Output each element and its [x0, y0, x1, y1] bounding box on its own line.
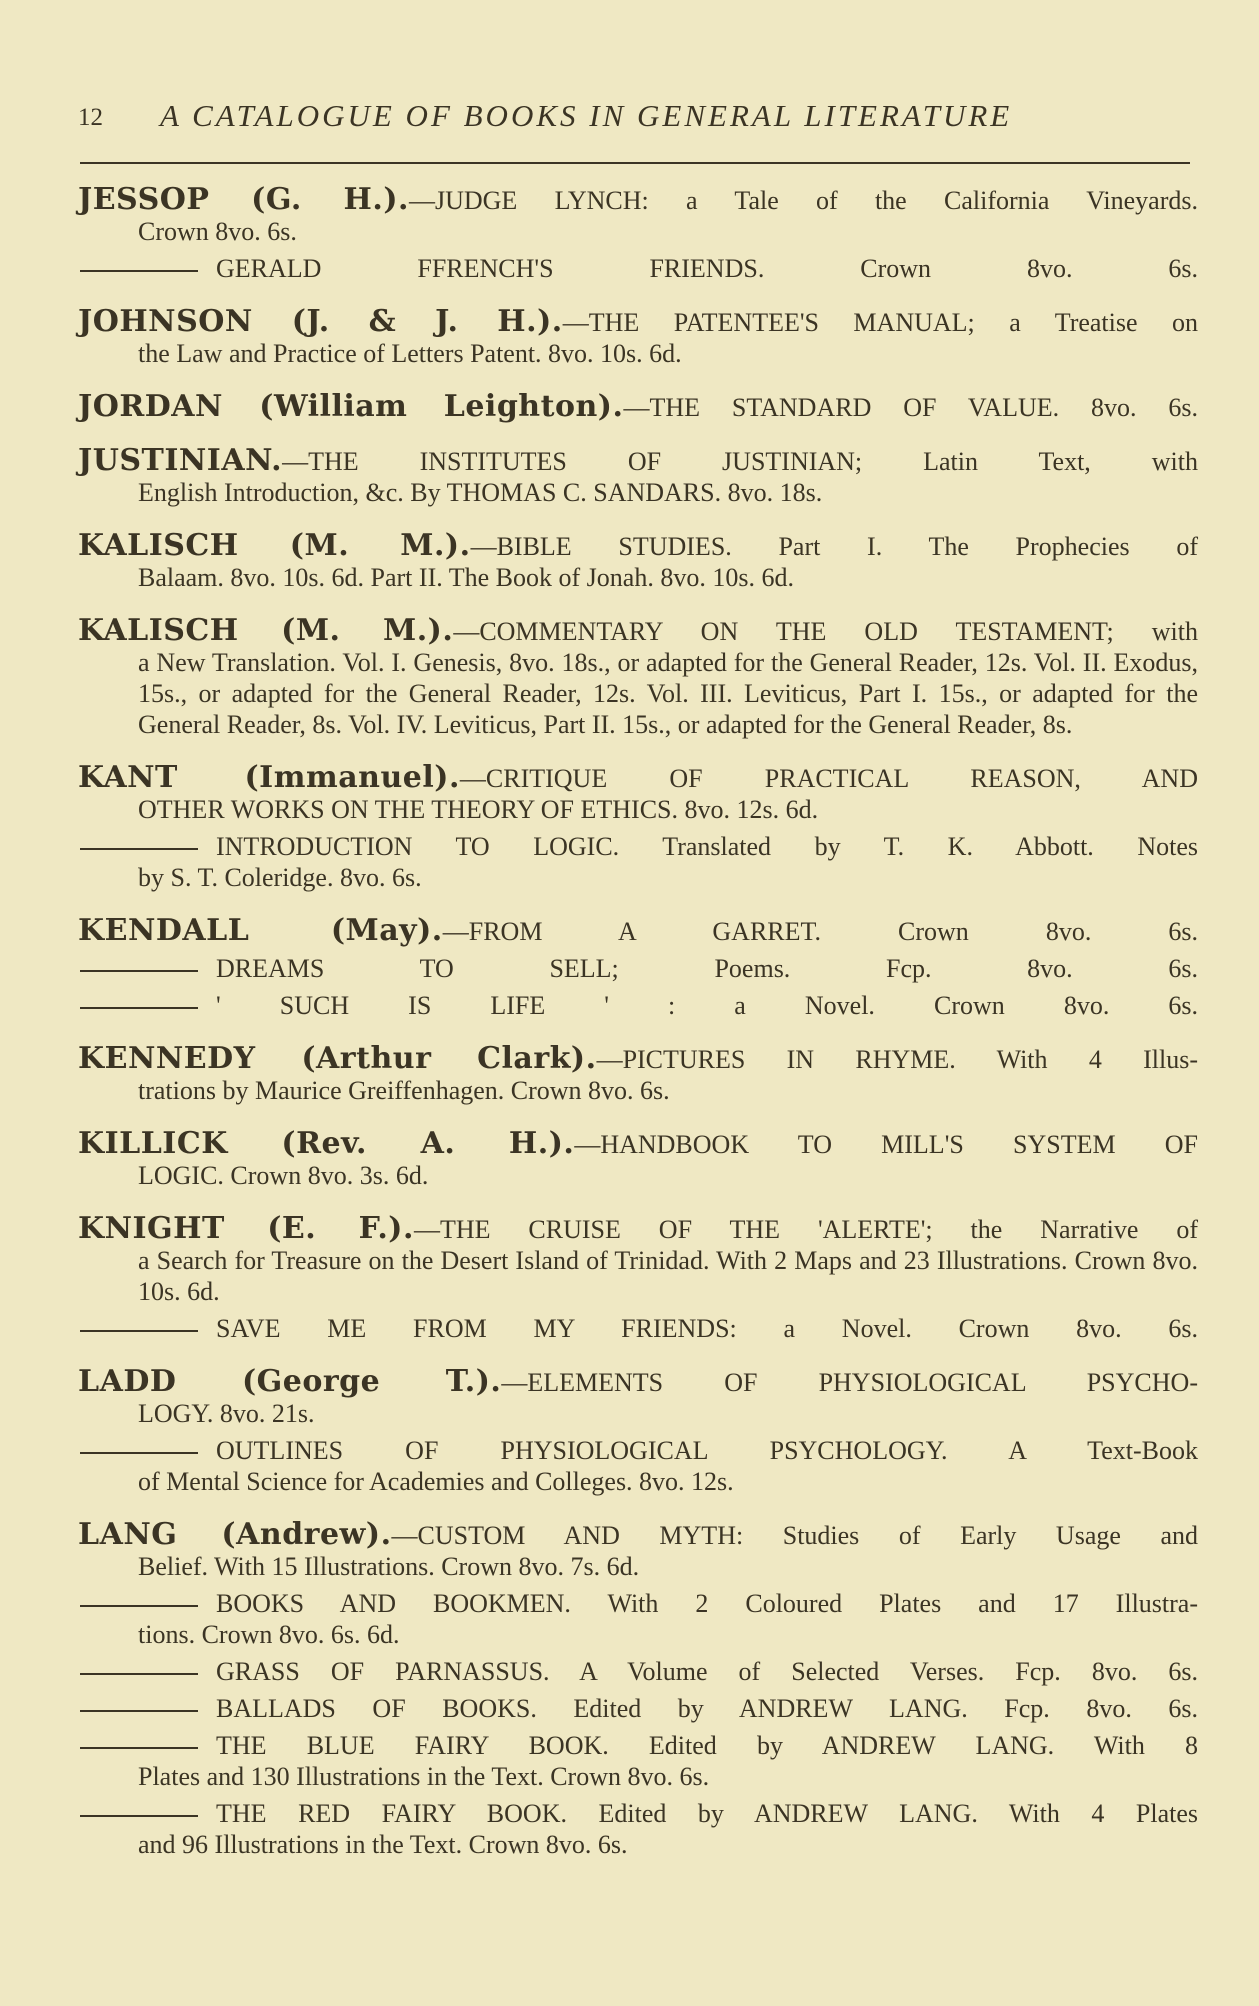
entry-title: —FROM A GARRET. Crown 8vo. 6s.	[442, 917, 1198, 946]
ditto-dash	[80, 1710, 198, 1712]
entry-first-line	[78, 615, 1198, 647]
catalogue-entry-continuation	[78, 1656, 1198, 1687]
entry-first-line	[78, 1043, 1198, 1075]
entry-first-line	[78, 1588, 1198, 1619]
catalogue-entry-continuation	[78, 1588, 1198, 1650]
catalogue-entries	[78, 178, 1198, 1860]
author-name: JOHNSON (J. & J. H.).	[78, 304, 563, 339]
entry-details: OTHER WORKS ON THE THEORY OF ETHICS. 8vo. 12s. 6d.	[138, 795, 819, 824]
entry-title: —BIBLE STUDIES. Part I. The Prophecies of	[470, 532, 1198, 561]
entry-details: the Law and Practice of Letters Patent. 8vo. 10s. 6d.	[138, 339, 682, 368]
author-name: KNIGHT (E. F.).	[78, 1211, 414, 1246]
catalogue-entry-continuation	[78, 253, 1198, 284]
author-name: KALISCH (M. M.).	[78, 528, 471, 563]
author-name: LANG (Andrew).	[78, 1517, 392, 1552]
catalogue-entry	[78, 391, 1198, 423]
entry-details: Balaam. 8vo. 10s. 6d. Part II. The Book of Jonah. 8vo. 10s. 6d.	[138, 563, 794, 592]
entry-title: INTRODUCTION TO LOGIC. Translated by T. K. Abbott. Notes	[216, 832, 1198, 861]
entry-first-line	[78, 1128, 1198, 1160]
entry-first-line	[78, 530, 1198, 562]
entry-title: ' SUCH IS LIFE ' : a Novel. Crown 8vo. 6s.	[216, 991, 1198, 1020]
entry-first-line	[78, 445, 1198, 477]
ditto-dash	[80, 848, 198, 850]
entry-title: GERALD FFRENCH'S FRIENDS. Crown 8vo. 6s.	[216, 254, 1198, 283]
catalogue-entry-continuation	[78, 1313, 1198, 1344]
catalogue-entry	[78, 1519, 1198, 1582]
entry-title: SAVE ME FROM MY FRIENDS: a Novel. Crown 8vo. 6s.	[216, 1314, 1198, 1343]
entry-first-line	[78, 391, 1198, 423]
entry-title: DREAMS TO SELL; Poems. Fcp. 8vo. 6s.	[216, 954, 1198, 983]
catalogue-entry	[78, 1366, 1198, 1429]
entry-title: —PICTURES IN RHYME. With 4 Illus-	[596, 1045, 1198, 1074]
entry-details: a Search for Treasure on the Desert Island of Trinidad. With 2 Maps and 23 Illustrations. Crown 8vo. 10s. 6d.	[138, 1246, 1198, 1306]
entry-first-line	[78, 1313, 1198, 1344]
author-name: KALISCH (M. M.).	[78, 613, 454, 648]
entry-details: and 96 Illustrations in the Text. Crown 8vo. 6s.	[138, 1830, 628, 1859]
entry-title: BOOKS AND BOOKMEN. With 2 Coloured Plates and 17 Illustra-	[216, 1589, 1198, 1618]
author-name: KENNEDY (Arthur Clark).	[78, 1041, 597, 1076]
entry-details: Plates and 130 Illustrations in the Text. Crown 8vo. 6s.	[138, 1762, 710, 1791]
catalogue-entry	[78, 184, 1198, 247]
entry-details: LOGIC. Crown 8vo. 3s. 6d.	[138, 1161, 429, 1190]
entry-details: trations by Maurice Greiffenhagen. Crown 8vo. 6s.	[138, 1076, 670, 1105]
catalogue-entry-continuation	[78, 1730, 1198, 1792]
entry-title: GRASS OF PARNASSUS. A Volume of Selected Verses. Fcp. 8vo. 6s.	[216, 1657, 1198, 1686]
entry-first-line	[78, 1656, 1198, 1687]
author-name: KENDALL (May).	[78, 913, 443, 948]
entry-first-line	[78, 1435, 1198, 1466]
entry-first-line	[78, 306, 1198, 338]
entry-first-line	[78, 831, 1198, 862]
ditto-dash	[80, 970, 198, 972]
entry-details: tions. Crown 8vo. 6s. 6d.	[138, 1620, 400, 1649]
entry-details: of Mental Science for Academies and Colleges. 8vo. 12s.	[138, 1467, 734, 1496]
entry-details: by S. T. Coleridge. 8vo. 6s.	[138, 863, 422, 892]
header-rule	[80, 162, 1190, 164]
entry-details: LOGY. 8vo. 21s.	[138, 1399, 315, 1428]
entry-title: —JUDGE LYNCH: a Tale of the California Vineyards.	[408, 186, 1198, 215]
catalogue-entry-continuation	[78, 1693, 1198, 1724]
author-name: LADD (George T.).	[78, 1364, 502, 1399]
entry-title: THE BLUE FAIRY BOOK. Edited by ANDREW LANG. With 8	[216, 1731, 1198, 1760]
ditto-dash	[80, 1330, 198, 1332]
entry-details: English Introduction, &c. By THOMAS C. SANDARS. 8vo. 18s.	[138, 478, 823, 507]
ditto-dash	[80, 1452, 198, 1454]
catalogue-entry	[78, 530, 1198, 593]
catalogue-entry	[78, 1043, 1198, 1106]
entry-first-line	[78, 990, 1198, 1021]
entry-title: —CRITIQUE OF PRACTICAL REASON, AND	[459, 764, 1198, 793]
entry-first-line	[78, 1693, 1198, 1724]
entry-first-line	[78, 1213, 1198, 1245]
entry-first-line	[78, 1730, 1198, 1761]
entry-details: a New Translation. Vol. I. Genesis, 8vo. 18s., or adapted for the General Reader, 12s. Vol. II. Exodus, 15s., or adapted for the General Reader, 12s. Vol. III. Leviticus, Part I. 15s., or adapted for the General Reader, 8s. Vol. IV. Leviticus, Part II. 15s., or adapted for the General Reader, 8s.	[138, 648, 1198, 739]
catalogue-entry	[78, 615, 1198, 740]
catalogue-entry	[78, 915, 1198, 947]
entry-title: BALLADS OF BOOKS. Edited by ANDREW LANG. Fcp. 8vo. 6s.	[216, 1694, 1198, 1723]
entry-first-line	[78, 184, 1198, 216]
catalogue-entry-continuation	[78, 990, 1198, 1021]
ditto-dash	[80, 270, 198, 272]
author-name: JORDAN (William Leighton).	[78, 389, 624, 424]
entry-first-line	[78, 1519, 1198, 1551]
catalogue-entry-continuation	[78, 1435, 1198, 1497]
catalogue-entry-continuation	[78, 1798, 1198, 1860]
entry-title: —THE STANDARD OF VALUE. 8vo. 6s.	[623, 393, 1198, 422]
author-name: JUSTINIAN.	[78, 443, 283, 478]
catalogue-entry	[78, 306, 1198, 369]
page-number: 12	[78, 104, 103, 131]
author-name: KILLICK (Rev. A. H.).	[78, 1126, 575, 1161]
entry-first-line	[78, 1366, 1198, 1398]
entry-first-line	[78, 762, 1198, 794]
catalogue-entry	[78, 445, 1198, 508]
entry-title: —CUSTOM AND MYTH: Studies of Early Usage and	[391, 1521, 1198, 1550]
catalogue-entry	[78, 762, 1198, 825]
author-name: KANT (Immanuel).	[78, 760, 460, 795]
entry-title: —THE CRUISE OF THE 'ALERTE'; the Narrative of	[413, 1215, 1198, 1244]
ditto-dash	[80, 1747, 198, 1749]
entry-title: THE RED FAIRY BOOK. Edited by ANDREW LANG. With 4 Plates	[216, 1799, 1198, 1828]
entry-title: —ELEMENTS OF PHYSIOLOGICAL PSYCHO-	[501, 1368, 1198, 1397]
entry-first-line	[78, 915, 1198, 947]
entry-first-line	[78, 953, 1198, 984]
ditto-dash	[80, 1815, 198, 1817]
catalogue-entry-continuation	[78, 953, 1198, 984]
entry-title: —THE INSTITUTES OF JUSTINIAN; Latin Text, with	[282, 447, 1198, 476]
entry-details: Crown 8vo. 6s.	[138, 217, 297, 246]
entry-title: —THE PATENTEE'S MANUAL; a Treatise on	[562, 308, 1198, 337]
catalogue-entry	[78, 1213, 1198, 1307]
entry-first-line	[78, 253, 1198, 284]
author-name: JESSOP (G. H.).	[78, 182, 409, 217]
ditto-dash	[80, 1605, 198, 1607]
ditto-dash	[80, 1673, 198, 1675]
running-title: A CATALOGUE OF BOOKS IN GENERAL LITERATURE	[160, 98, 1013, 133]
entry-title: —HANDBOOK TO MILL'S SYSTEM OF	[574, 1130, 1198, 1159]
ditto-dash	[80, 1007, 198, 1009]
entry-title: —COMMENTARY ON THE OLD TESTAMENT; with	[453, 617, 1198, 646]
catalogue-entry	[78, 1128, 1198, 1191]
entry-first-line	[78, 1798, 1198, 1829]
entry-details: Belief. With 15 Illustrations. Crown 8vo. 7s. 6d.	[138, 1552, 640, 1581]
catalogue-entry-continuation	[78, 831, 1198, 893]
entry-title: OUTLINES OF PHYSIOLOGICAL PSYCHOLOGY. A Text-Book	[216, 1436, 1198, 1465]
